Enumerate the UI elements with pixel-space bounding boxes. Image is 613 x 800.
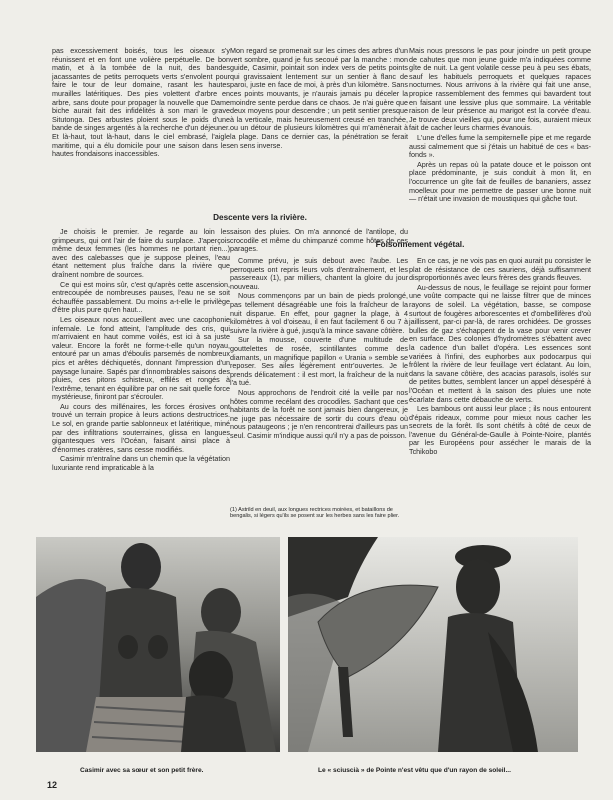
paragraph: Je choisis le premier. Je regarde au loin les grimpeurs, qui ont l'air de faire du surplace. J'aperçois même deux femmes (les hommes ne portant rien...) avec des calebasses que je suppose pleines, l'eau étant nettement plus fraîche dans la rivière que draînent nombre de sources. <box>52 227 230 279</box>
paragraph: Nous commençons par un bain de pieds prolongé, pas tellement désagréable une fois la fraîcheur de la nuit disparue. En effet, pour gagner la plage, à 4 kilomètres à vol d'oiseau, il en faut facilement 6 ou 7 à suivre la rivière à gué, jusqu'à la mince savane côtière. <box>230 291 408 335</box>
column-1-top <box>52 47 230 160</box>
column-2-bottom <box>230 257 408 441</box>
page-number: 12 <box>47 780 58 790</box>
column-3-top <box>409 47 591 205</box>
paragraph: Ce qui est moins sûr, c'est qu'après cette ascension, entrecoupée de nombreuses pauses, l'eau ne se soit échauffée passablement. Du moins a-t-elle le privilège d'être plus pure qu'en haut... <box>52 279 230 315</box>
paragraph: En ce cas, je ne vois pas en quoi aurait pu consister le plat de résistance de ces sauriens, déjà suffisamment disproportionnés avec leurs frères des grands fleuves. <box>409 256 591 283</box>
paragraph: Comme prévu, je suis debout avec l'aube. Les perroquets ont repris leurs vols d'entraînement, et les passereaux (1), par milliers, chantent la gloire du jour nouveau. <box>230 256 408 291</box>
paragraph: pas excessivement boisés, tous les oiseaux s'y réunissent et en font une volière perpétuelle. De bon matin, et à la tombée de la nuit, des bandes jacassantes de petits perroquets verts s'envolent pour faire le tour de leur domaine, rasant les hautes murailles latéritiques. Des pies volettent d'arbre en arbre, sans doute pour propager la nouvelle que Dame biche aurait fait des infidélités à son mari le grave Situtonga. Des arbustes ploient sous le poids d'une bande de singes argentés à la recherche d'un déjeuner. Et là-haut, tout là-haut, dans le ciel embrasé, l'aigle maritime, qui a élu domicile pour une saison dans les hautes frondaisons inaccessibles. <box>52 46 230 159</box>
paragraph: Après un repas où la patate douce et le poisson ont place prédominante, je suis conduit à mon lit, en l'occurrence un gîte fait de feuilles de bananiers, assez moelleux pour me permettre de passer une bonne nuit — n'était une invasion de moustiques qui gâche tout. <box>409 159 591 204</box>
photo-sciuscia-boy <box>288 537 578 752</box>
section-heading-foisonnement: Foisonnement végétal. <box>375 240 465 249</box>
photo-casimir-family-image <box>36 537 280 752</box>
paragraph: Au-dessus de nous, le feuillage se rejoint pour former une voûte compacte qui ne laisse filtrer que de minces rayons de soleil. La végétation, basse, se compose surtout de fougères arborescentes et d'ombellifères d'où jaillissent, par-ci par-là, de rares orchidées. De grosses bulles de gaz s'échappent de la vase pour venir crever en surface. Des colonies d'hydromètres s'ébattent avec la cadence d'un ballet d'opéra. Les essences sont variées à l'infini, des euphorbes aux podocarpus qui frôlent la rivière de leur feuillage vert éclatant. Au loin, dans la savane côtière, des acacias parasols, isolés sur de petites buttes, semblent lancer un appel désespéré à l'Océan et mettent à la saison des pluies une note écarlate dans cette débauche de verts. <box>409 282 591 404</box>
paragraph: Casimir m'entraîne dans un chemin que la végétation luxuriante rend impraticable à la <box>52 454 230 473</box>
paragraph: Mon regard se promenait sur les cimes des arbres d'un vert sombre, quand je fus secoué par la manche : mon guide, Casimir, pointait son index vers de petits points qui gravissaient lentement sur un sentier à flanc de paroi, juste en face de moi, à près d'un kilomètre. Sans ces points mouvants, je n'aurais jamais pu déceler la moindre sente perdue dans ce chaos. Je n'ai guère que deux moyens pour descendre ; un petit sentier presque à la verticale, mais heureusement creusé en tranchée, ou un détour de plusieurs kilomètres qui m'amènerait à la plage. Dans ce dernier cas, la pénétration se ferait en sens inverse. <box>230 46 408 150</box>
column-1-bottom <box>52 228 230 474</box>
photo-sciuscia-boy-image <box>288 537 578 752</box>
caption-right-photo: Le « sciuscià » de Pointe n'est vêtu que d'un rayon de soleil... <box>318 767 511 774</box>
paragraph: L'une d'elles fume la sempiternelle pipe et me regarde aussi calmement que si j'étais un habitué de ces « bas-fonds ». <box>409 132 591 160</box>
caption-left-photo: Casimir avec sa sœur et son petit frère. <box>80 767 204 774</box>
column-2-top <box>230 47 408 151</box>
paragraph: Nous approchons de l'endroit cité la veille par nos hôtes comme recélant des crocodiles. Sachant que ces habitants de la forêt ne sont jamais bien dangereux, je ne juge pas nécessaire de sortir du cours d'eau où nous pataugeons ; je n'en rencontrerai d'ailleurs pas un seul. Casimir m'indique aussi qu'il n'y a pas de poisson. <box>230 387 408 440</box>
paragraph: Les oiseaux nous accueillent avec une cacophonie infernale. Le fond atteint, l'amplitude des cris, qui m'arrivaient en haut comme voilés, est ici à sa juste valeur. Encore la forêt ne forme-t-elle qu'un noyau, entouré par un amas d'éboulis parsemés de nombreux pics et arêtes déchiquetés, donnant l'impression d'un paysage lunaire. Sapés par d'innombrables saisons des pluies, ces pitons schisteux, effilés et rongés à l'extrême, tenant en équilibre par on ne sait quelle force mystérieuse, finiront par s'écrouler. <box>52 314 230 402</box>
paragraph: Mais nous pressons le pas pour joindre un petit groupe de cahutes que mon jeune guide m'a indiquées comme gîte de nuit. La gent volatile cesse peu à peu ses ébats, sauf les habituels perroquets et quelques rapaces nocturnes. Nous arrivons à la rivière qui fait une anse, propice rassemblement des femmes qui bavardent tout en faisant une lessive plus que sommaire. La véritable raison de leur présence au marigot est la corvée d'eau. Je trouve deux vieilles qui, pour une fois, auraient mieux fait de cacher leurs charmes évanouis. <box>409 46 591 133</box>
paragraph: Sur la mousse, couverte d'une multitude de gouttelettes de rosée, scintillantes comme des diamants, un magnifique papillon « Urania » semble se reposer. Ses ailes légèrement entr'ouvertes. Je le prends délicatement : il est mort, la fraîcheur de la nuit l'a tué. <box>230 335 408 388</box>
paragraph: Au cours des millénaires, les forces érosives ont trouvé un terrain propice à leurs actions destructrices. Le sol, en grande partie sablonneux et latéritique, miné par des infiltrations souterraines, glissa en langues gigantesques vers l'Océan, faisant ainsi place à d'énormes cratères, sans cesse modifiés. <box>52 401 230 454</box>
paragraph: Les bambous ont aussi leur place ; ils nous entourent d'épais rideaux, comme pour mieux nous cacher les secrets de la forêt. Ils sont chétifs à côté de ceux de l'avenue du Général-de-Gaulle à Pointe-Noire, plantés par les Européens pour assécher le marais de la Tchikobo <box>409 404 591 457</box>
footnote: (1) Astrild en deuil, aux longues rectrices moirées, et bataillons de bengalis, si légers qu'ils se posent sur les herbes sans les faire plier. <box>230 507 400 520</box>
column-3-bottom <box>409 257 591 458</box>
photo-casimir-family <box>36 537 280 752</box>
section-heading-descente: Descente vers la rivière. <box>213 213 307 222</box>
paragraph: saison des pluies. On m'a annoncé de l'antilope, du crocodile et même du chimpanzé comme hôtes de ces parages. <box>230 227 408 254</box>
